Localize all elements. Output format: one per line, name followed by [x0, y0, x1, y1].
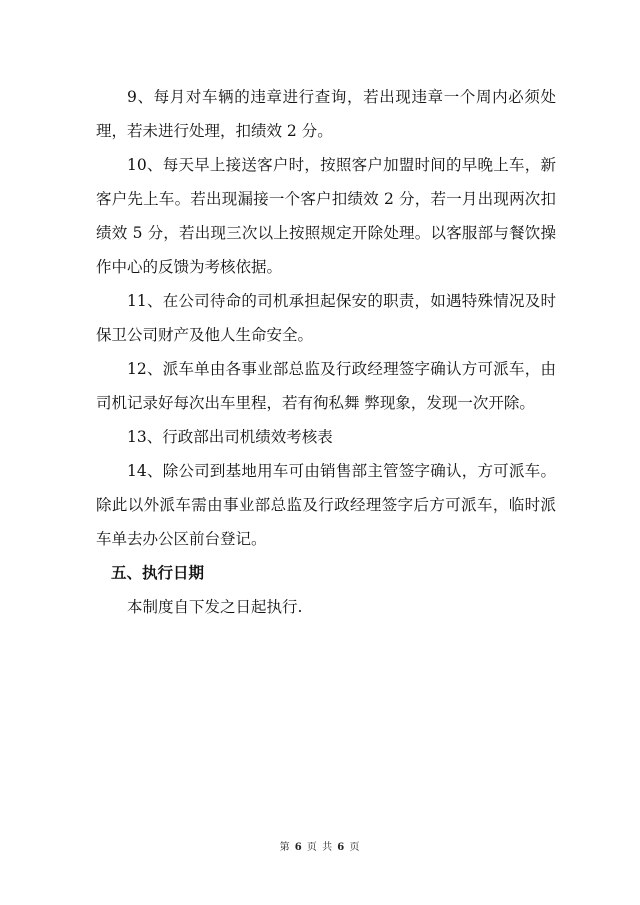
paragraph-10: 10、每天早上接送客户时，按照客户加盟时间的早晚上车，新客户先上车。若出现漏接一个客户扣绩效 2 分，若一月出现两次扣绩效 5 分，若出现三次以上按照规定开除处理。以客服部与餐饮操作中心的反馈为考核依据。	[96, 156, 556, 276]
paragraph-12: 12、派车单由各事业部总监及行政经理签字确认方可派车，由司机记录好每次出车里程，若有徇私舞 弊现象，发现一次开除。	[96, 360, 556, 412]
footer-total-pages: 6	[337, 842, 346, 853]
paragraph-14: 14、除公司到基地用车可由销售部主管签字确认，方可派车。除此以外派车需由事业部总监及行政经理签字后方可派车，临时派车单去办公区前台登记。	[96, 462, 556, 548]
footer-prefix: 第	[279, 842, 291, 853]
footer-suffix: 页	[349, 842, 361, 853]
paragraph-9: 9、每月对车辆的违章进行查询，若出现违章一个周内必须处理，若未进行处理，扣绩效 2 分。	[96, 88, 556, 140]
section-heading: 五、执行日期	[111, 563, 205, 582]
footer-current-page: 6	[294, 842, 303, 853]
paragraph-13: 13、行政部出司机绩效考核表	[127, 428, 333, 446]
page-footer	[0, 838, 640, 853]
closing-text: 本制度自下发之日起执行.	[127, 598, 303, 616]
footer-middle: 页 共	[306, 842, 334, 853]
document-body	[96, 80, 556, 624]
paragraph-11: 11、在公司待命的司机承担起保安的职责，如遇特殊情况及时保卫公司财产及他人生命安全。	[96, 292, 556, 344]
